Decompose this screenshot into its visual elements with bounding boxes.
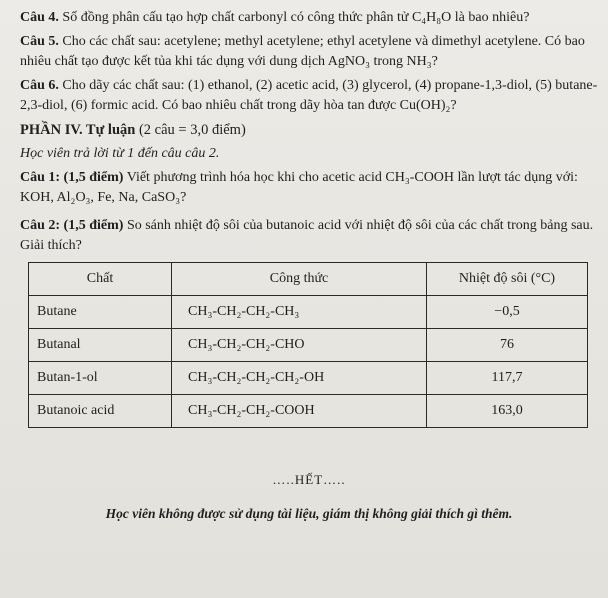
table-header-row [29,263,588,296]
table-cell-bp: 76 [427,329,588,362]
table-cell-name: Butanal [29,329,172,362]
question-6-label: Câu 6. [20,78,59,93]
footer-note: Học viên không được sử dụng tài liệu, giám thị không giải thích gì thêm. [105,506,513,521]
table-row [29,362,588,395]
table-cell-formula: CH₃-CH₂-CH₂-CH₂-OH [172,362,427,395]
table-cell-name: Butanoic acid [29,395,172,428]
question-4-text: Số đồng phân cấu tạo hợp chất carbonyl có công thức phân tử C₄H₈O là bao nhiêu? [62,10,530,25]
table-row [29,395,588,428]
part-4-title: PHẦN IV. Tự luận [20,122,136,138]
question-6 [20,76,598,116]
table-header-cell: Công thức [172,263,427,296]
table-row [29,296,588,329]
essay-question-2-text: So sánh nhiệt độ sôi của butanoic acid với nhiệt độ sôi của các chất trong bảng sau. Giải thích? [20,218,594,253]
table-cell-bp: 117,7 [427,362,588,395]
table-cell-name: Butan-1-ol [29,362,172,395]
essay-question-2-label: Câu 2: (1,5 điểm) [20,218,124,233]
instruction-text: Học viên trả lời từ 1 đến câu câu 2. [20,146,220,161]
table-cell-formula: CH₃-CH₂-CH₂-CH₃ [172,296,427,329]
boiling-point-table [28,262,588,428]
question-4-label: Câu 4. [20,10,59,25]
part-4-heading [20,120,598,140]
question-5-text: Cho các chất sau: acetylene; methyl acetylene; ethyl acetylene và dimethyl acetylene. Có bao nhiêu chất tạo được kết tủa khi tác dụng với dung dịch AgNO₃ trong NH₃? [20,34,585,69]
part-4-score: (2 câu = 3,0 điểm) [138,122,246,138]
question-4 [20,8,598,28]
question-5 [20,32,598,72]
end-marker: …..HẾT….. [272,472,346,487]
table-cell-formula: CH₃-CH₂-CH₂-COOH [172,395,427,428]
essay-question-1 [20,168,598,208]
essay-question-2 [20,216,598,256]
table-row [29,329,588,362]
table-header-cell: Chất [29,263,172,296]
table-header-cell: Nhiệt độ sôi (°C) [427,263,588,296]
essay-question-1-label: Câu 1: (1,5 điểm) [20,170,124,185]
table-cell-bp: −0,5 [427,296,588,329]
table-cell-name: Butane [29,296,172,329]
table-cell-bp: 163,0 [427,395,588,428]
question-5-label: Câu 5. [20,34,59,49]
essay-question-1-text: Viết phương trình hóa học khi cho acetic acid CH₃-COOH lần lượt tác dụng với: KOH, Al₂O₃, Fe, Na, CaSO₃? [20,170,578,205]
table-cell-formula: CH₃-CH₂-CH₂-CHO [172,329,427,362]
question-6-text: Cho dãy các chất sau: (1) ethanol, (2) acetic acid, (3) glycerol, (4) propane-1,3-diol, (5) butane-2,3-diol, (6) formic acid. Có bao nhiêu chất trong dãy hòa tan được Cu(OH)₂? [20,78,598,113]
